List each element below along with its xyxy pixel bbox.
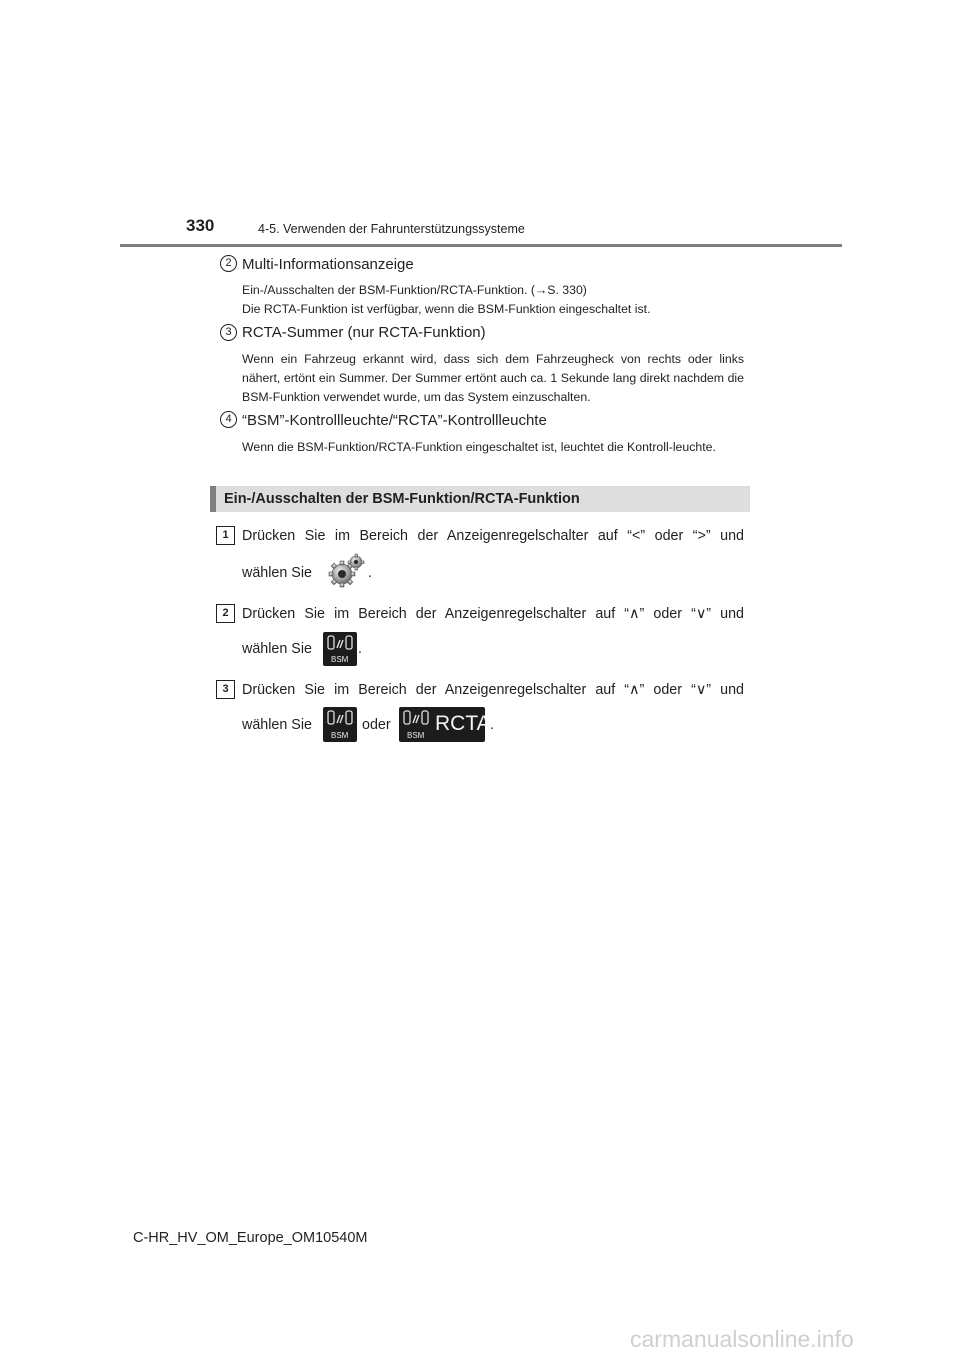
item-description: Wenn die BSM-Funktion/RCTA-Funktion eingeschaltet ist, leuchtet die Kontroll-leuchte.: [242, 440, 716, 454]
step-number: 3: [216, 680, 235, 699]
step-suffix: .: [368, 565, 372, 581]
step-suffix: .: [490, 717, 494, 733]
bsm-rcta-icon: [399, 707, 491, 742]
step-number: 1: [216, 526, 235, 545]
section-title: 4-5. Verwenden der Fahrunterstützungssysteme: [258, 222, 525, 236]
description-line: Ein-/Ausschalten der BSM-Funktion/RCTA-Funktion. (→S. 330): [242, 283, 587, 297]
item-number-badge: 3: [220, 324, 237, 341]
item-title-multi-info: Multi-Informationsanzeige: [242, 256, 414, 273]
step-number: 2: [216, 604, 235, 623]
header-rule: [120, 244, 842, 247]
subsection-bar-accent: [210, 486, 216, 512]
page-number: 330: [186, 216, 215, 235]
item-title-rcta-buzzer: RCTA-Summer (nur RCTA-Funktion): [242, 324, 486, 341]
step-instruction-line2: [242, 717, 312, 733]
bsm-icon-label: BSM: [407, 731, 425, 740]
item-description: Wenn ein Fahrzeug erkannt wird, dass sich dem Fahrzeugheck von rechts oder links nähert, ertönt ein Summer. Der Summer ertönt auch ca. 1 Sekunde lang direkt nachdem die BSM-Funktion verwendet wurde, um das System einzuschalten.: [242, 352, 744, 404]
step-text: wählen Sie: [242, 717, 312, 733]
item-number-badge: 4: [220, 411, 237, 428]
description-line: Die RCTA-Funktion ist verfügbar, wenn die BSM-Funktion eingeschaltet ist.: [242, 302, 651, 316]
bsm-icon: [323, 632, 357, 666]
step-instruction: Drücken Sie im Bereich der Anzeigenregelschalter auf “∧” oder “∨” und: [242, 682, 744, 698]
step-suffix: .: [358, 641, 362, 657]
step-instruction: Drücken Sie im Bereich der Anzeigenregelschalter auf “∧” oder “∨” und: [242, 606, 744, 622]
watermark: carmanualsonline.info: [630, 1326, 854, 1352]
subsection-title: Ein-/Ausschalten der BSM-Funktion/RCTA-Funktion: [224, 491, 580, 507]
item-number-badge: 2: [220, 255, 237, 272]
settings-gear-icon: [328, 553, 366, 589]
bsm-icon-label: BSM: [331, 655, 349, 664]
item-description: [242, 281, 744, 319]
bsm-icon-label: BSM: [331, 731, 349, 740]
step-text: wählen Sie: [242, 641, 312, 657]
step-instruction-line2: [242, 565, 312, 581]
step-conjunction: oder: [362, 717, 391, 733]
step-instruction: Drücken Sie im Bereich der Anzeigenregelschalter auf “<” oder “>” und: [242, 528, 744, 544]
step-text: wählen Sie: [242, 565, 312, 581]
item-title-indicator: “BSM”-Kontrollleuchte/“RCTA”-Kontrollleuchte: [242, 412, 547, 429]
rcta-icon-label: RCTA: [435, 712, 491, 735]
step-instruction-line2: [242, 641, 312, 657]
document-code: C-HR_HV_OM_Europe_OM10540M: [133, 1230, 368, 1246]
bsm-icon: [323, 707, 357, 742]
